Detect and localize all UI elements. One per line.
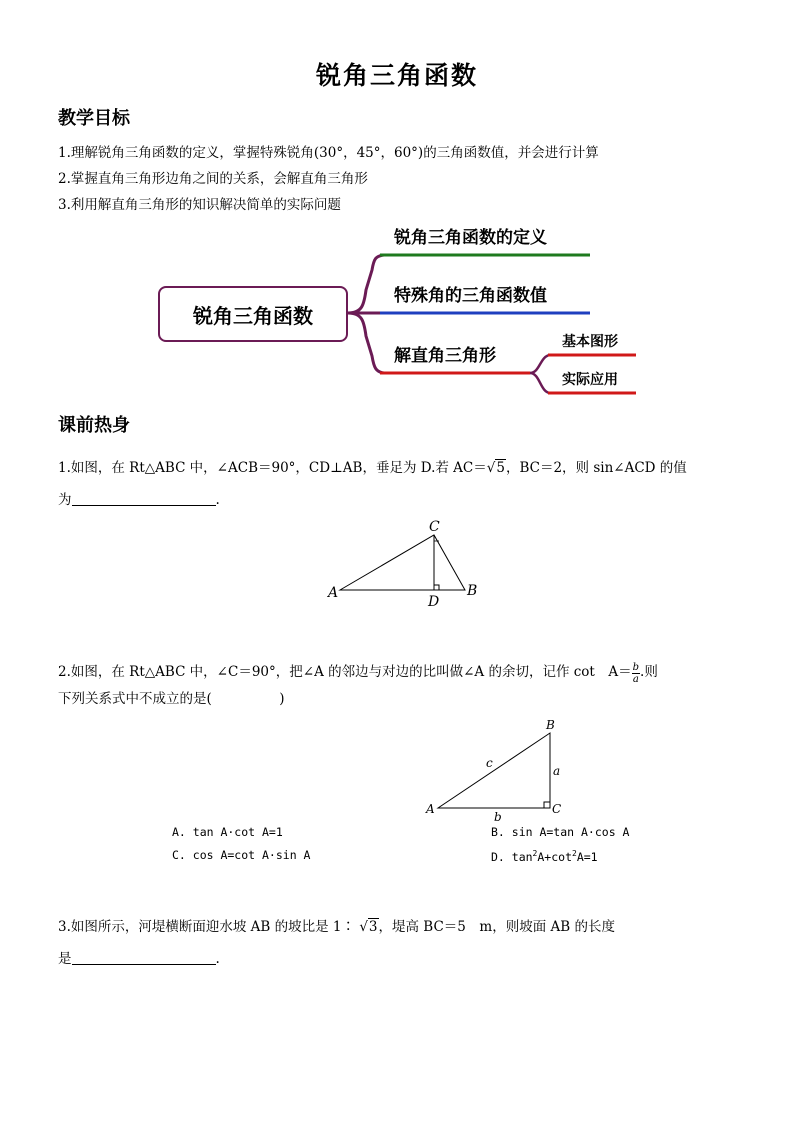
fraction-numerator: b (632, 662, 640, 673)
question-1-text-a: 1.如图，在 Rt△ABC 中，∠ACB＝90°，CD⊥AB，垂足为 D.若 AC＝ (58, 460, 487, 476)
sqrt-symbol: √ (486, 460, 496, 476)
option-d-sup1: 2 (532, 849, 538, 858)
question-3-text-b: ，堤高 BC＝5 m，则坡面 AB 的长度 (378, 919, 615, 935)
figure-2 (420, 715, 570, 825)
question-3-end: . (215, 951, 220, 967)
option-d-post: A=1 (576, 849, 598, 864)
label-D: D (428, 594, 440, 610)
question-3-line-2 (58, 947, 220, 967)
label-a: a (553, 764, 561, 778)
figure-1 (320, 515, 490, 610)
objective-item-2: 2.掌握直角三角形边角之间的关系，会解直角三角形 (58, 171, 368, 187)
option-d-pre: D. tan (491, 849, 533, 864)
sub-branch-application: 实际应用 (562, 372, 618, 388)
question-1-line-1 (58, 456, 687, 476)
question-2-line-2: 下列关系式中不成立的是( ) (58, 691, 285, 707)
question-2-line-1 (58, 660, 658, 685)
label-B: B (546, 718, 555, 732)
option-d-mid: A+cot (537, 849, 572, 864)
objective-item-1: 1.理解锐角三角函数的定义，掌握特殊锐角(30°，45°，60°)的三角函数值，并会进行计算 (58, 145, 599, 161)
label-c: c (486, 756, 493, 770)
objectives-heading: 教学目标 (58, 108, 130, 129)
question-3-line-1 (58, 915, 615, 935)
branch-definition: 锐角三角函数的定义 (394, 228, 547, 248)
fraction-b-over-a (632, 662, 640, 685)
sqrt-symbol: √ (359, 919, 368, 935)
label-A: A (426, 802, 435, 816)
question-1-end: . (215, 492, 220, 508)
question-1-prefix: 为 (58, 492, 72, 508)
label-b: b (494, 810, 502, 824)
question-3-prefix: 是 (58, 951, 72, 967)
fraction-denominator: a (632, 674, 639, 685)
objective-item-3: 3.利用解直角三角形的知识解决简单的实际问题 (58, 197, 341, 213)
warmup-heading: 课前热身 (58, 415, 130, 436)
label-C: C (429, 519, 440, 535)
sqrt-radicand: 3 (368, 919, 378, 935)
answer-blank-1[interactable] (72, 491, 216, 506)
option-d-sup2: 2 (572, 849, 577, 858)
option-a[interactable]: A. tan A·cot A=1 (172, 825, 283, 839)
question-1-line-2 (58, 488, 220, 508)
question-3-text-a: 3.如图所示，河堤横断面迎水坡 AB 的坡比是 1∶ (58, 919, 360, 935)
option-b[interactable]: B. sin A=tan A·cos A (491, 825, 630, 839)
label-A: A (328, 585, 339, 601)
question-2-text-a: 2.如图，在 Rt△ABC 中，∠C＝90°，把∠A 的邻边与对边的比叫做∠A 的余切，记作 cot A＝ (58, 664, 632, 680)
branch-special-values: 特殊角的三角函数值 (394, 286, 547, 306)
option-d[interactable] (491, 849, 598, 864)
branch-solve-triangle: 解直角三角形 (394, 346, 496, 366)
question-2-text-b: .则 (640, 664, 658, 680)
mindmap-root: 锐角三角函数 (158, 286, 348, 342)
question-1-text-b: ，BC＝2，则 sin∠ACD 的值 (505, 460, 687, 476)
label-B: B (467, 583, 478, 599)
label-C: C (552, 802, 562, 816)
option-c[interactable]: C. cos A=cot A·sin A (172, 848, 311, 862)
answer-blank-3[interactable] (72, 950, 216, 965)
sub-branch-basic-figure: 基本图形 (562, 334, 618, 350)
page-title: 锐角三角函数 (315, 61, 478, 90)
sqrt-radicand: 5 (496, 460, 505, 476)
